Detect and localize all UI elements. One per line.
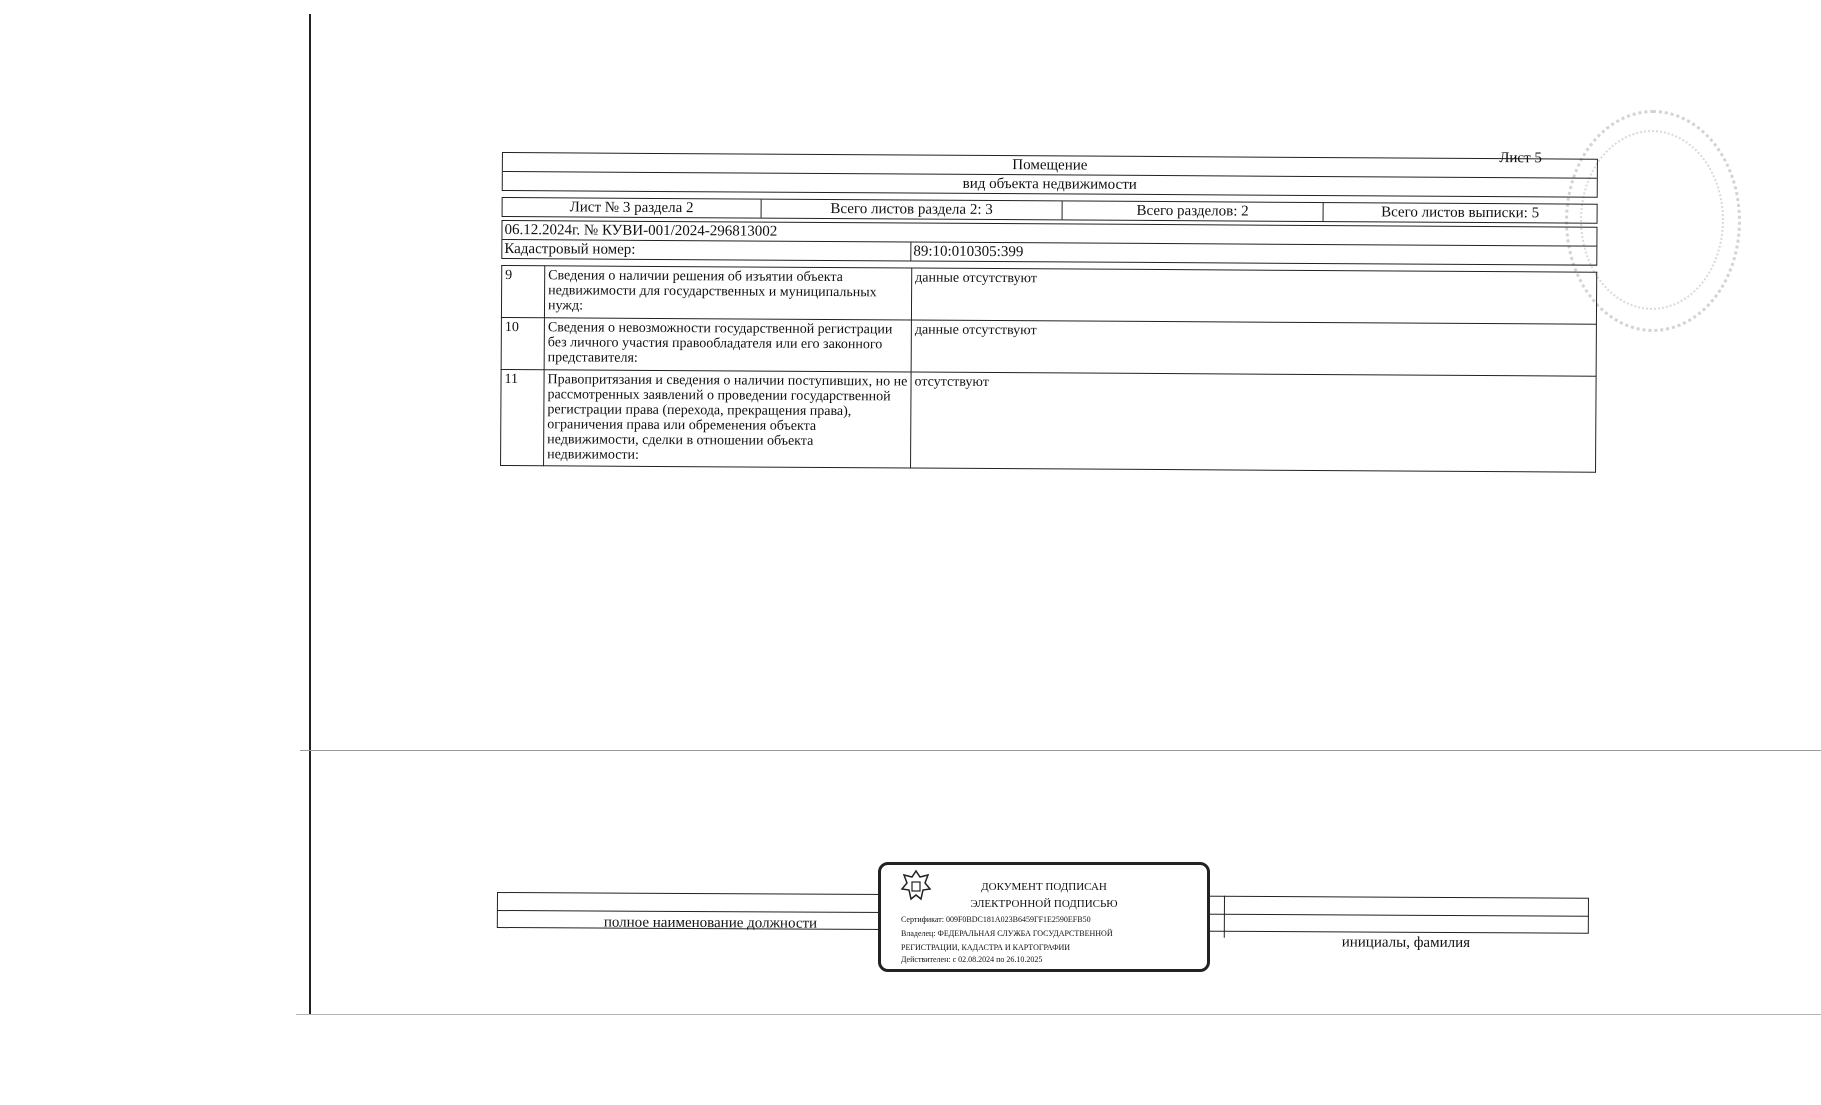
row-label: Правопритязания и сведения о наличии поступивших, но не рассмотренных заявлений о проведении государственной регистрации права (перехода, прекращения права), ограничения права или обременения объекта недвижимости, сделки в отношении объекта недвижимости: [544,370,912,468]
table-row [501,369,1597,472]
cadastral-value: 89:10:010305:399 [913,243,1024,261]
esig-title-line1: ДОКУМЕНТ ПОДПИСАН [981,881,1107,893]
esig-owner-line2: РЕГИСТРАЦИИ, КАДАСТРА И КАРТОГРАФИИ [901,943,1071,952]
header-info [501,220,1597,266]
row-label: Сведения о наличии решения об изъятии объекта недвижимости для государственных и муниципальных нужд: [544,266,911,320]
total-sheets-section: Всего листов раздела 2: 3 [762,200,1063,220]
initials-caption: инициалы, фамилия [1341,934,1471,952]
object-type-bar [502,152,1598,198]
page-bottom-line [296,1014,1821,1015]
extract-document [500,144,1598,473]
row-number: 9 [501,266,544,318]
sheet-of-section: Лист № 3 раздела 2 [503,198,762,218]
page-left-edge-line [309,14,311,1014]
cadastral-label: Кадастровый номер: [502,240,911,260]
pagination-row [502,197,1598,224]
position-caption: полное наименование должности [603,914,818,932]
esig-certificate: Сертификат: 009F0BDC181A023B6459ГF1E2590EFB50 [901,915,1091,924]
date-number: 06.12.2024г. № КУВИ-001/2024-296813002 [502,221,1596,247]
esig-validity: Действителен: с 02.08.2024 по 26.10.2025 [901,955,1043,964]
total-sheets-extract: Всего листов выписки: 5 [1381,204,1540,222]
table-row [501,266,1596,325]
page-fold-line [300,750,1821,751]
row-value: отсутствуют [911,372,1597,472]
faded-seal-inner-ring [1580,130,1724,310]
row-value: данные отсутствуют [911,320,1596,376]
esig-title-line2: ЭЛЕКТРОННОЙ ПОДПИСЬЮ [970,898,1118,910]
object-type: Помещение [503,153,1597,179]
object-kind-caption: вид объекта недвижимости [962,175,1137,193]
table-row [501,317,1596,376]
row-number: 10 [501,317,544,369]
sheet-number: Лист 5 [1499,150,1542,167]
records-table [500,265,1597,473]
esig-owner-line1: Владелец: ФЕДЕРАЛЬНАЯ СЛУЖБА ГОСУДАРСТВЕННОЙ [901,929,1113,938]
signature-column-divider [1224,896,1225,938]
row-number: 11 [501,369,545,465]
total-sections: Всего разделов: 2 [1063,201,1324,221]
row-label: Сведения о невозможности государственной регистрации без личного участия правообладателя или его законного представителя: [544,318,911,372]
electronic-signature-stamp [878,862,1210,972]
row-value: данные отсутствуют [911,268,1596,324]
